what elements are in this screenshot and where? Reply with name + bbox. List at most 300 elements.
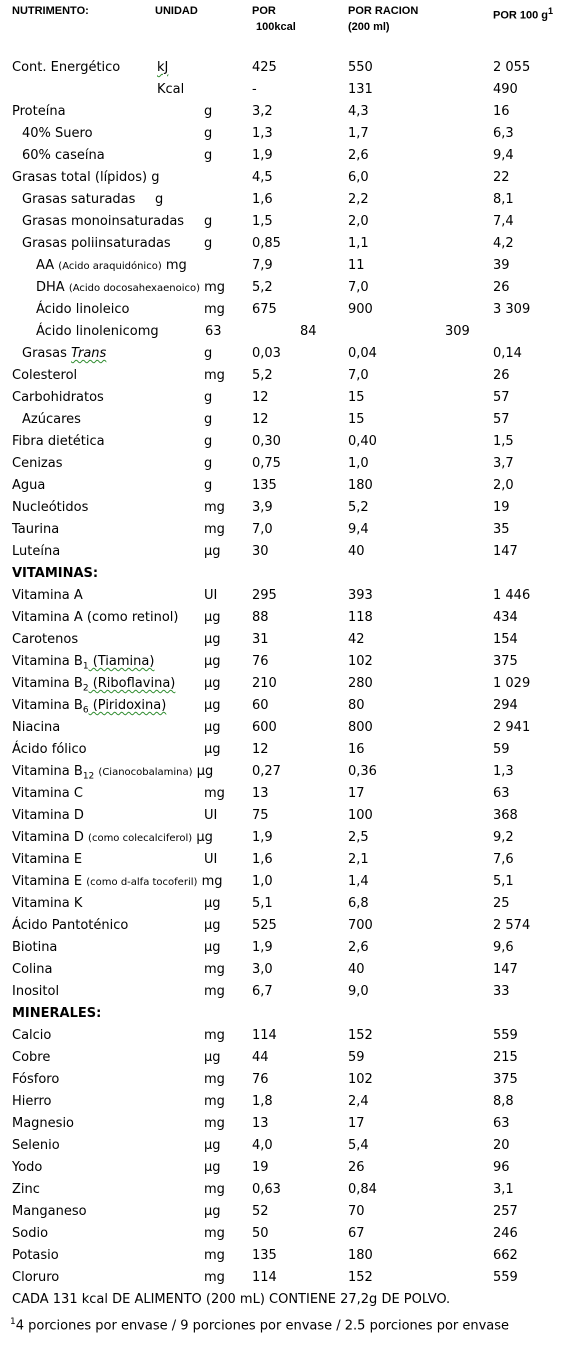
value-per-100g: 96 xyxy=(493,1160,510,1175)
nutrient-name xyxy=(12,101,66,123)
value-per-100kcal: 5,2 xyxy=(252,280,273,295)
unit: Kcal xyxy=(157,82,185,97)
value-per-serving: 700 xyxy=(348,918,373,933)
value-per-serving: 5,2 xyxy=(348,500,369,515)
value-per-100g: 434 xyxy=(493,610,518,625)
value-per-serving: 100 xyxy=(348,808,373,823)
value-per-100g: 3,7 xyxy=(493,456,514,471)
table-row xyxy=(0,585,572,607)
value-per-100g: 147 xyxy=(493,544,518,559)
nutrient-name xyxy=(12,387,104,409)
table-row xyxy=(0,959,572,981)
nutrient-name xyxy=(12,519,59,541)
nutrient-name-text: Azúcares xyxy=(22,412,81,427)
nutrient-name xyxy=(12,431,105,453)
value-per-100kcal: 12 xyxy=(252,390,269,405)
value-per-serving: 180 xyxy=(348,1248,373,1263)
table-row xyxy=(0,497,572,519)
table-row xyxy=(0,431,572,453)
nutrient-name-text: Vitamina C xyxy=(12,786,83,801)
value-per-100kcal: 31 xyxy=(252,632,269,647)
nutrient-name-text: AA xyxy=(36,258,55,273)
nutrient-name xyxy=(12,541,60,563)
value-per-serving: 152 xyxy=(348,1028,373,1043)
table-row xyxy=(0,673,572,695)
nutrient-name-text: 40% Suero xyxy=(22,126,93,141)
value-per-100kcal: 1,8 xyxy=(252,1094,273,1109)
nutrient-name-text: Vitamina A (como retinol) xyxy=(12,610,179,625)
unit: g xyxy=(204,456,213,471)
nutrient-name xyxy=(12,717,60,739)
table-row xyxy=(0,211,572,233)
value-per-100kcal: 75 xyxy=(252,808,269,823)
value-per-serving: 59 xyxy=(348,1050,365,1065)
nutrient-name-text: Vitamina D xyxy=(12,830,84,845)
value-per-serving: 6,8 xyxy=(348,896,369,911)
header-por-100g-label: POR 100 g xyxy=(493,9,549,22)
value-per-100kcal: 114 xyxy=(252,1028,277,1043)
value-per-100g: 20 xyxy=(493,1138,510,1153)
value-per-serving: 80 xyxy=(348,698,365,713)
table-row xyxy=(0,563,572,585)
value-per-100g: 33 xyxy=(493,984,510,999)
table-row xyxy=(0,79,572,101)
unit: g xyxy=(204,214,213,229)
table-row xyxy=(0,145,572,167)
table-row xyxy=(0,123,572,145)
value-per-100g: 2 055 xyxy=(493,60,531,75)
section-title: VITAMINAS: xyxy=(12,566,99,581)
unit: mg xyxy=(204,522,225,537)
nutrient-name-text: Nucleótidos xyxy=(12,500,89,515)
value-per-100kcal: 0,03 xyxy=(252,346,281,361)
unit: mg xyxy=(204,1028,225,1043)
table-row xyxy=(0,321,572,343)
nutrient-name-text: Niacina xyxy=(12,720,61,735)
table-row xyxy=(0,409,572,431)
misaligned-value: 84 xyxy=(300,324,317,339)
nutrient-name xyxy=(12,959,52,981)
nutrient-name xyxy=(12,497,88,519)
unit: µg xyxy=(204,632,221,647)
unit-inline: mg xyxy=(204,280,226,295)
nutrient-qualifier: (Riboflavina) xyxy=(88,676,176,691)
table-row xyxy=(0,651,572,673)
table-row xyxy=(0,277,572,299)
nutrient-name-text: Luteína xyxy=(12,544,61,559)
value-per-100kcal: 88 xyxy=(252,610,269,625)
value-per-100kcal: 6,7 xyxy=(252,984,273,999)
value-per-100kcal: 0,27 xyxy=(252,764,281,779)
nutrient-qualifier: (Tiamina) xyxy=(88,654,155,669)
value-per-serving: 6,0 xyxy=(348,170,369,185)
value-per-serving: 17 xyxy=(348,786,365,801)
footer-portions-footnote: 1 xyxy=(10,1317,16,1327)
value-per-100g: 26 xyxy=(493,368,510,383)
value-per-100kcal: 0,63 xyxy=(252,1182,281,1197)
table-row xyxy=(0,541,572,563)
unit: g xyxy=(204,104,213,119)
value-per-serving: 40 xyxy=(348,544,365,559)
nutrient-name-text: Vitamina K xyxy=(12,896,83,911)
value-per-100kcal: 525 xyxy=(252,918,277,933)
nutrient-name xyxy=(12,937,57,959)
table-row xyxy=(0,255,572,277)
header-por-kcal-line2: 100kcal xyxy=(256,21,296,33)
nutrient-name-text: Vitamina E xyxy=(12,874,83,889)
value-per-100g: 154 xyxy=(493,632,518,647)
value-per-100kcal: 1,9 xyxy=(252,148,273,163)
value-per-100g: 57 xyxy=(493,412,510,427)
unit: µg xyxy=(204,918,221,933)
value-per-serving: 2,5 xyxy=(348,830,369,845)
nutrient-name xyxy=(12,805,84,827)
nutrient-name xyxy=(12,1025,51,1047)
value-per-100g: 368 xyxy=(493,808,518,823)
nutrient-subscript: 1 xyxy=(82,661,89,672)
table-row xyxy=(0,1267,572,1289)
table-row xyxy=(0,1223,572,1245)
nutrient-name-text: Calcio xyxy=(12,1028,52,1043)
value-per-serving: 1,1 xyxy=(348,236,369,251)
value-per-100g: 8,1 xyxy=(493,192,514,207)
nutrient-name-text: Fibra dietética xyxy=(12,434,105,449)
unit: µg xyxy=(204,1138,221,1153)
value-per-100kcal: 13 xyxy=(252,786,269,801)
value-per-100kcal: 4,0 xyxy=(252,1138,273,1153)
value-per-100kcal: 7,9 xyxy=(252,258,273,273)
misaligned-value: 63 xyxy=(205,324,222,339)
unit: mg xyxy=(204,1270,225,1285)
value-per-100g: 4,2 xyxy=(493,236,514,251)
nutrient-name xyxy=(22,233,171,255)
value-per-serving: 180 xyxy=(348,478,373,493)
nutrient-name-text: DHA xyxy=(36,280,65,295)
value-per-100kcal: 1,0 xyxy=(252,874,273,889)
nutrient-name-text: Cenizas xyxy=(12,456,63,471)
value-per-100kcal: 1,9 xyxy=(252,830,273,845)
table-row xyxy=(0,1069,572,1091)
nutrient-name-text: Grasas poliinsaturadas xyxy=(22,236,171,251)
table-row xyxy=(0,849,572,871)
nutrient-name xyxy=(12,1245,59,1267)
value-per-100g: 1 446 xyxy=(493,588,531,603)
nutrient-name xyxy=(12,1179,40,1201)
value-per-100g: 147 xyxy=(493,962,518,977)
unit-inline: µg xyxy=(196,764,214,779)
unit: µg xyxy=(204,610,221,625)
unit: g xyxy=(204,126,213,141)
value-per-serving: 152 xyxy=(348,1270,373,1285)
unit: µg xyxy=(204,544,221,559)
value-per-serving: 102 xyxy=(348,1072,373,1087)
unit: mg xyxy=(204,984,225,999)
header-por-racion-line2: (200 ml) xyxy=(348,21,390,33)
value-per-serving: 7,0 xyxy=(348,368,369,383)
header-por-kcal-line1: POR xyxy=(252,5,276,17)
value-per-serving: 2,4 xyxy=(348,1094,369,1109)
nutrient-note: (Acido docosahexaenoico) xyxy=(68,283,200,294)
unit: g xyxy=(204,478,213,493)
value-per-serving: 67 xyxy=(348,1226,365,1241)
value-per-serving: 1,0 xyxy=(348,456,369,471)
value-per-100kcal: 60 xyxy=(252,698,269,713)
table-row xyxy=(0,783,572,805)
unit: g xyxy=(204,148,213,163)
value-per-serving: 900 xyxy=(348,302,373,317)
value-per-100kcal: 675 xyxy=(252,302,277,317)
value-per-100kcal: 13 xyxy=(252,1116,269,1131)
nutrient-name-text: Selenio xyxy=(12,1138,60,1153)
table-row xyxy=(0,365,572,387)
value-per-100kcal: 1,6 xyxy=(252,192,273,207)
nutrient-name-text: Cont. Energético xyxy=(12,60,121,75)
unit: µg xyxy=(204,742,221,757)
value-per-100g: 25 xyxy=(493,896,510,911)
value-per-100kcal: 425 xyxy=(252,60,277,75)
table-row xyxy=(0,189,572,211)
table-row xyxy=(0,1135,572,1157)
table-row xyxy=(0,1047,572,1069)
nutrient-name xyxy=(12,915,128,937)
unit-inline: mg xyxy=(165,258,187,273)
nutrient-name xyxy=(36,299,130,321)
unit: g xyxy=(204,412,213,427)
nutrient-name xyxy=(12,365,77,387)
value-per-100g: 9,6 xyxy=(493,940,514,955)
value-per-100g: 8,8 xyxy=(493,1094,514,1109)
value-per-100kcal: 210 xyxy=(252,676,277,691)
nutrient-name xyxy=(12,453,63,475)
value-per-100kcal: 135 xyxy=(252,478,277,493)
value-per-100kcal: 12 xyxy=(252,742,269,757)
nutrient-name-text: Biotina xyxy=(12,940,58,955)
nutrient-name xyxy=(12,629,78,651)
unit: µg xyxy=(204,654,221,669)
unit: µg xyxy=(204,1160,221,1175)
value-per-100g: 63 xyxy=(493,1116,510,1131)
value-per-serving: 7,0 xyxy=(348,280,369,295)
value-per-100kcal: 12 xyxy=(252,412,269,427)
value-per-serving: 102 xyxy=(348,654,373,669)
nutrient-name-text: Sodio xyxy=(12,1226,49,1241)
table-row xyxy=(0,871,572,893)
nutrient-name xyxy=(12,1113,74,1135)
value-per-100kcal: 5,1 xyxy=(252,896,273,911)
nutrient-name xyxy=(12,1267,59,1289)
value-per-serving: 280 xyxy=(348,676,373,691)
value-per-100g: 1,3 xyxy=(493,764,514,779)
table-row xyxy=(0,387,572,409)
value-per-100kcal: 3,0 xyxy=(252,962,273,977)
value-per-serving: 550 xyxy=(348,60,373,75)
table-row xyxy=(0,607,572,629)
table-row xyxy=(0,805,572,827)
nutrient-name xyxy=(36,255,187,278)
value-per-100kcal: - xyxy=(252,82,257,97)
footer-portions xyxy=(10,1313,509,1335)
section-title: MINERALES: xyxy=(12,1006,102,1021)
value-per-100g: 35 xyxy=(493,522,510,537)
unit: mg xyxy=(204,500,225,515)
table-row xyxy=(0,475,572,497)
unit: mg xyxy=(204,368,225,383)
value-per-100kcal: 114 xyxy=(252,1270,277,1285)
table-row xyxy=(0,167,572,189)
value-per-100g: 215 xyxy=(493,1050,518,1065)
value-per-serving: 16 xyxy=(348,742,365,757)
value-per-100kcal: 5,2 xyxy=(252,368,273,383)
table-row xyxy=(0,629,572,651)
nutrient-name xyxy=(12,1091,52,1113)
value-per-100g: 26 xyxy=(493,280,510,295)
unit: µg xyxy=(204,1204,221,1219)
nutrient-name xyxy=(12,57,120,79)
value-per-100g: 57 xyxy=(493,390,510,405)
nutrient-name-text: Grasas monoinsaturadas xyxy=(22,214,185,229)
nutrient-name-text: Colesterol xyxy=(12,368,78,383)
nutrient-name xyxy=(12,585,83,607)
nutrient-name xyxy=(12,607,179,629)
nutrition-table xyxy=(0,57,572,1289)
value-per-100g: 63 xyxy=(493,786,510,801)
value-per-100g: 375 xyxy=(493,1072,518,1087)
nutrient-name-text: Carbohidratos xyxy=(12,390,104,405)
value-per-100g: 2 574 xyxy=(493,918,531,933)
nutrient-name-text: Cloruro xyxy=(12,1270,60,1285)
value-per-100g: 294 xyxy=(493,698,518,713)
nutrient-name-text: Vitamina B xyxy=(12,676,83,691)
footer-note: CADA 131 kcal DE ALIMENTO (200 mL) CONTIENE 27,2g DE POLVO. xyxy=(12,1292,451,1307)
nutrient-name-text: Ácido Pantoténico xyxy=(12,918,129,933)
value-per-serving: 40 xyxy=(348,962,365,977)
nutrient-name-text: Inositol xyxy=(12,984,60,999)
value-per-serving: 42 xyxy=(348,632,365,647)
value-per-100g: 9,4 xyxy=(493,148,514,163)
value-per-100kcal: 1,6 xyxy=(252,852,273,867)
value-per-serving: 0,84 xyxy=(348,1182,377,1197)
nutrient-name-text: Grasas saturadas xyxy=(22,192,136,207)
value-per-100kcal: 30 xyxy=(252,544,269,559)
nutrient-name-text: Carotenos xyxy=(12,632,79,647)
value-per-100g: 559 xyxy=(493,1028,518,1043)
nutrient-name-text: Cobre xyxy=(12,1050,51,1065)
value-per-100kcal: 0,85 xyxy=(252,236,281,251)
unit: µg xyxy=(204,676,221,691)
value-per-100kcal: 3,2 xyxy=(252,104,273,119)
table-row xyxy=(0,343,572,365)
value-per-100g: 7,6 xyxy=(493,852,514,867)
table-row xyxy=(0,1025,572,1047)
header-por-racion-line1: POR RACION xyxy=(348,5,419,17)
nutrient-name xyxy=(22,145,105,167)
nutrient-name-text: Grasas xyxy=(22,346,67,361)
value-per-serving: 11 xyxy=(348,258,365,273)
table-row xyxy=(0,893,572,915)
unit: mg xyxy=(204,1116,225,1131)
nutrient-name-text: Proteína xyxy=(12,104,66,119)
value-per-100g: 662 xyxy=(493,1248,518,1263)
unit: g xyxy=(155,192,164,207)
table-row xyxy=(0,299,572,321)
value-per-serving: 0,40 xyxy=(348,434,377,449)
value-per-100kcal: 1,3 xyxy=(252,126,273,141)
value-per-serving: 15 xyxy=(348,390,365,405)
table-row xyxy=(0,519,572,541)
value-per-serving: 26 xyxy=(348,1160,365,1175)
nutrient-note: (como d-alfa tocoferil) xyxy=(86,877,198,888)
value-per-serving: 5,4 xyxy=(348,1138,369,1153)
value-per-100kcal: 19 xyxy=(252,1160,269,1175)
unit: mg xyxy=(204,302,225,317)
nutrient-italic: Trans xyxy=(71,346,107,361)
unit: mg xyxy=(204,786,225,801)
nutrient-name xyxy=(12,981,59,1003)
header-por-100g xyxy=(493,4,553,24)
table-row xyxy=(0,695,572,717)
value-per-100kcal: 76 xyxy=(252,1072,269,1087)
nutrient-name xyxy=(36,277,225,300)
table-row xyxy=(0,981,572,1003)
value-per-100g: 6,3 xyxy=(493,126,514,141)
value-per-serving: 9,0 xyxy=(348,984,369,999)
value-per-100g: 3 309 xyxy=(493,302,531,317)
value-per-100kcal: 1,9 xyxy=(252,940,273,955)
value-per-serving: 2,1 xyxy=(348,852,369,867)
nutrient-name xyxy=(12,827,213,850)
nutrient-name-text: Agua xyxy=(12,478,46,493)
unit: g xyxy=(204,236,213,251)
nutrient-note: (Acido araquidónico) xyxy=(58,261,162,272)
unit: µg xyxy=(204,1050,221,1065)
unit-inline: µg xyxy=(196,830,213,845)
value-per-100kcal: 50 xyxy=(252,1226,269,1241)
value-per-100g: 5,1 xyxy=(493,874,514,889)
value-per-serving: 1,7 xyxy=(348,126,369,141)
value-per-100g: 2,0 xyxy=(493,478,514,493)
value-per-serving: 17 xyxy=(348,1116,365,1131)
nutrient-name-text: Vitamina A xyxy=(12,588,83,603)
value-per-serving: 70 xyxy=(348,1204,365,1219)
table-row xyxy=(0,761,572,783)
nutrient-name-text: Yodo xyxy=(12,1160,43,1175)
table-row xyxy=(0,233,572,255)
nutrient-name xyxy=(22,189,135,211)
unit: g xyxy=(204,390,213,405)
nutrient-name xyxy=(12,1201,87,1223)
nutrient-name-text: Colina xyxy=(12,962,53,977)
value-per-100g: 16 xyxy=(493,104,510,119)
unit: g xyxy=(204,434,213,449)
nutrient-name xyxy=(12,849,82,871)
value-per-100g: 59 xyxy=(493,742,510,757)
table-row xyxy=(0,717,572,739)
table-row xyxy=(0,1245,572,1267)
unit: µg xyxy=(204,896,221,911)
nutrient-name-text: Vitamina B xyxy=(12,654,83,669)
value-per-100g: 1 029 xyxy=(493,676,531,691)
nutrient-name xyxy=(22,343,106,365)
table-row xyxy=(0,1113,572,1135)
table-row xyxy=(0,1003,572,1025)
unit: µg xyxy=(204,940,221,955)
value-per-serving: 118 xyxy=(348,610,373,625)
nutrient-qualifier: (Piridoxina) xyxy=(88,698,167,713)
header-unidad: UNIDAD xyxy=(155,5,198,17)
nutrient-name xyxy=(22,211,184,233)
value-per-serving: 2,6 xyxy=(348,148,369,163)
unit: µg xyxy=(204,720,221,735)
